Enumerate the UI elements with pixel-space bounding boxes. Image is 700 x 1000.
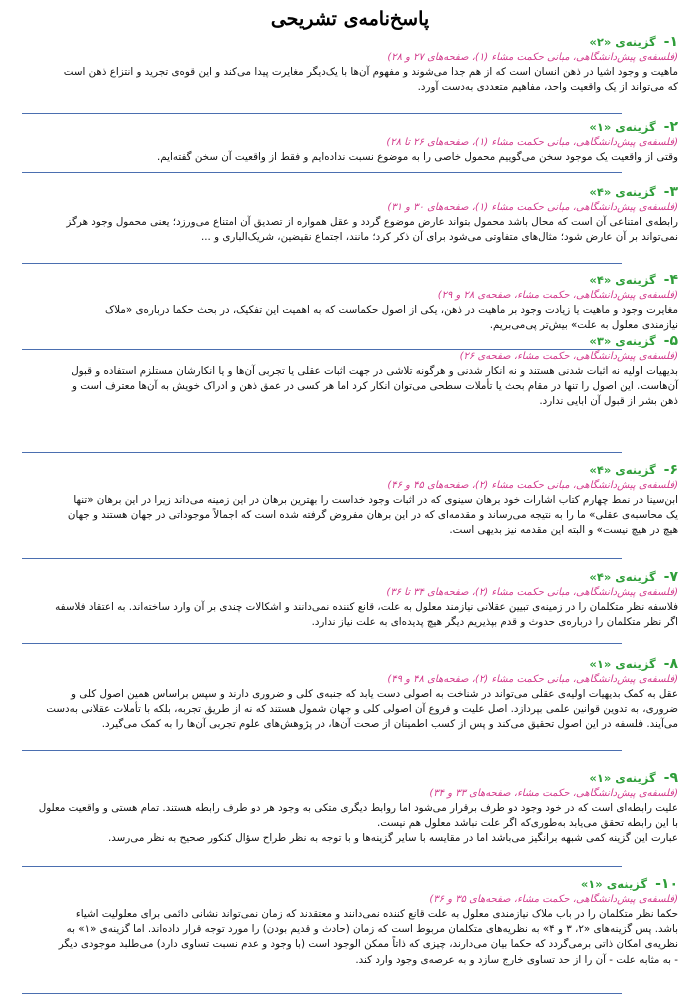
explanation: [22, 65, 678, 95]
correct-option: گزینه‌ی «۲»: [589, 35, 656, 49]
answer-header: [22, 33, 678, 51]
source-reference: (فلسفه‌ی پیش‌دانشگاهی، مبانی حکمت مشاء (۱)، صفحه‌های ۳۰ و ۳۱): [387, 202, 678, 213]
question-number: ۶-: [663, 462, 678, 478]
separator-line: [22, 866, 622, 867]
explanation-line: نمی‌تواند بر آن عارض شود؛ مثال‌های متفاوتی می‌شود برای آن ذکر کرد؛ مانند، اجتماع نقیضین، شریک‌الباری و ...: [201, 231, 678, 244]
answer-item: [22, 183, 678, 245]
answer-item: [22, 461, 678, 539]
source-reference: (فلسفه‌ی پیش‌دانشگاهی، مبانی حکمت مشاء (۲)، صفحه‌های ۴۵ و ۴۶): [387, 480, 678, 491]
explanation-line: ضروری، به تدوین قوانین علمی بپردازد. اصل علیت و فروع آن اصولی کلی و جهان شمول هستند که نه از طریق تجربه، بلکه با تأملات عقلانی به‌دست: [46, 703, 678, 716]
separator-line: [22, 993, 622, 994]
explanation-line: رابطه‌ی امتناعی آن است که محال باشد محمول بتواند عارض موضوع گردد و عقل همواره از تصدیق آن امتناع می‌ورزد؛ یعنی محمول وجود هرگز: [66, 216, 678, 228]
explanation: [22, 364, 678, 410]
explanation-line: وقتی از واقعیت یک موجود سخن می‌گوییم محمول خاصی را به موضوع نسبت نداده‌ایم و فقط از واقعیت آن سخن گفته‌ایم.: [156, 151, 678, 163]
answer-header: [22, 461, 678, 479]
answer-header: [22, 769, 678, 787]
source-reference: (فلسفه‌ی پیش‌دانشگاهی، مبانی حکمت مشاء (۲)، صفحه‌های ۳۴ تا ۳۶): [386, 587, 678, 598]
question-number: ۵-: [663, 333, 678, 349]
explanation-line: آن‌هاست. این اصول را تنها در مقام بحث یا تأملات سطحی می‌توان انکار کرد اما هر کسی در عمق ذهن و ادراک خویش به آن‌ها معترف است و: [72, 380, 678, 393]
correct-option: گزینه‌ی «۱»: [589, 771, 656, 785]
explanation: [22, 493, 678, 539]
correct-option: گزینه‌ی «۱»: [589, 657, 656, 671]
separator-line: [22, 172, 622, 173]
correct-option: گزینه‌ی «۴»: [589, 273, 656, 287]
explanation: [22, 687, 678, 733]
separator-line: [22, 452, 622, 453]
explanation-line: عقل به کمک بدیهیات اولیه‌ی عقلی می‌تواند در شناخت به اصولی دست یابد که جنبه‌ی کلی و ضروری دارند و سپس براساس همین اصول کلی و: [71, 688, 678, 700]
source-reference: (فلسفه‌ی پیش‌دانشگاهی، مبانی حکمت مشاء (۱)، صفحه‌های ۲۷ و ۲۸): [387, 52, 678, 63]
answer-header: [22, 332, 678, 350]
explanation: [22, 801, 678, 847]
explanation-line: فلاسفه نظر متکلمان را در زمینه‌ی تبیین عقلانی نیازمند معلول به علت، قانع کننده نمی‌دانند و اشکالات چندی بر آن وارد ساخته‌اند. به اعتقاد فلاسفه: [55, 601, 678, 613]
explanation-line: هیچ در هیچ نیست» و البته این مقدمه نیز بدیهی است.: [449, 524, 678, 537]
explanation-line: اگر نظر متکلمان را درباره‌ی حدوث و قدم بپذیریم دیگر هیچ پدیده‌ای به علت نیاز ندارد.: [311, 616, 678, 629]
explanation-line: ابن‌سینا در نمط چهارم کتاب اشارات خود برهان سینوی که در اثبات وجود خداست را بهترین برهان در این زمینه می‌داند زیرا در این برهان «تنها: [73, 494, 678, 506]
answer-item: [22, 271, 678, 333]
explanation: [22, 150, 678, 165]
question-number: ۷-: [663, 569, 678, 585]
explanation-line: می‌آیند. فلسفه در این اصول تحقیق می‌کند و پس از کسب اطمینان از صحت آن‌ها، در پژوهش‌های علوم تجربی آن‌ها را به کمک می‌گیرد.: [101, 718, 678, 731]
separator-line: [22, 263, 622, 264]
answer-header: [22, 655, 678, 673]
answer-item: [22, 655, 678, 733]
correct-option: گزینه‌ی «۳»: [589, 334, 656, 348]
source-reference: (فلسفه‌ی پیش‌دانشگاهی، مبانی حکمت مشاء (۲)، صفحه‌های ۴۸ و ۴۹): [387, 674, 678, 685]
source-reference: (فلسفه‌ی پیش‌دانشگاهی، مبانی حکمت مشاء (۱)، صفحه‌های ۲۶ تا ۲۸): [386, 137, 678, 148]
question-number: ۳-: [663, 184, 678, 200]
correct-option: گزینه‌ی «۴»: [589, 570, 656, 584]
answer-item: [22, 118, 678, 165]
answer-item: [22, 568, 678, 630]
question-number: ۸-: [663, 656, 678, 672]
source-reference: (فلسفه‌ی پیش‌دانشگاهی، حکمت مشاء، صفحه‌ی ۲۶): [459, 351, 678, 362]
answer-header: [22, 875, 678, 893]
answer-item: [22, 875, 678, 968]
question-number: ۲-: [663, 119, 678, 135]
explanation-line: نیازمندی معلول به علت» بیش‌تر پی‌می‌بریم.: [489, 319, 678, 332]
explanation-line: ذهن بشر از قبول آن ابایی ندارد.: [539, 395, 678, 408]
explanation-line: بدیهیات اولیه نه اثبات شدنی هستند و نه انکار شدنی و هرگونه تلاشی در جهت اثبات عقلی یا تجربی آن‌ها و یا انکارشان مستلزم استفاده و قبول: [71, 365, 678, 377]
answer-item: [22, 33, 678, 95]
explanation-line: باشد. پس گزینه‌های «۲، ۳ و ۴» به نظریه‌های متکلمان مربوط است که زمان (حادث و قدیم بودن) را مورد توجه قرار داده‌اند. اما گزینه‌ی «۱» به: [66, 923, 678, 936]
answer-item: [22, 769, 678, 847]
separator-line: [22, 558, 622, 559]
explanation-line: یک محاسبه‌ی عقلی» ما را به نتیجه می‌رساند و مقدمه‌ای که در این برهان مفروض گرفته شده است که اجمالاً موجوداتی در جهان هستند و جهان: [67, 509, 678, 522]
explanation-line: علیت رابطه‌ای است که در خود وجود دو طرف برقرار می‌شود اما روابط دیگری متکی به وجود هر دو طرف رابطه هستند. تمام هستی و واقعیت معلول: [38, 802, 678, 814]
source-reference: (فلسفه‌ی پیش‌دانشگاهی، حکمت مشاء، صفحه‌های ۳۵ و ۳۶): [429, 894, 678, 905]
separator-line: [22, 113, 622, 114]
answer-header: [22, 271, 678, 289]
page-title: پاسخ‌نامه‌ی تشریحی: [270, 8, 430, 30]
explanation-line: ماهیت و وجود اشیا در ذهن انسان است که از هم جدا می‌شوند و مفهوم آن‌ها با یک‌دیگر مغایرت پیدا می‌کند و این قوه‌ی تجرید و انتزاع ذهن است: [63, 66, 678, 78]
explanation-line: با این رابطه تحقق می‌یابد به‌طوری‌که اگر علت نباشد معلول هم نیست.: [376, 817, 678, 830]
explanation: [22, 907, 678, 968]
source-reference: (فلسفه‌ی پیش‌دانشگاهی، حکمت مشاء، صفحه‌ی ۲۸ و ۲۹): [437, 290, 678, 301]
explanation-line: نظریه‌ی امکان ذاتی برمی‌گردد که حکما بیان می‌دارند، چیزی که ذاتاً ممکن الوجود است (با وجود و عدم نسبت تساوی دارد) می‌طلبد موجودی دیگر: [58, 938, 678, 951]
correct-option: گزینه‌ی «۴»: [589, 463, 656, 477]
answer-header: [22, 568, 678, 586]
explanation-line: - به مثابه علت - آن را از حد تساوی خارج سازد و به عرصه‌ی وجود وارد کند.: [355, 953, 678, 966]
source-reference: (فلسفه‌ی پیش‌دانشگاهی، حکمت مشاء، صفحه‌های ۳۳ و ۳۴): [429, 788, 678, 799]
correct-option: گزینه‌ی «۱»: [589, 120, 656, 134]
explanation: [22, 600, 678, 630]
separator-line: [22, 750, 622, 751]
correct-option: گزینه‌ی «۱»: [580, 877, 648, 891]
explanation-line: مغایرت وجود و ماهیت یا زیادت وجود بر ماهیت در ذهن، یکی از اصول حکماست که به اهمیت این تفکیک، در بحث حکما درباره‌ی «ملاک: [105, 304, 678, 316]
explanation-line: عبارت این گزینه کمی شبهه برانگیز می‌باشد اما در مقایسه با سایر گزینه‌ها و با توجه به نظر طراح سؤال کنکور صحیح به نظر می‌رسد.: [107, 832, 678, 845]
explanation: [22, 303, 678, 333]
answer-header: [22, 118, 678, 136]
correct-option: گزینه‌ی «۴»: [589, 185, 656, 199]
question-number: ۴-: [663, 272, 678, 288]
explanation: [22, 215, 678, 245]
answer-item: [22, 332, 678, 410]
question-number: ۱۰-: [655, 876, 678, 892]
separator-line: [22, 643, 622, 644]
question-number: ۹-: [663, 770, 678, 786]
explanation-line: که می‌تواند از یک واقعیت واحد، مفاهیم متعددی به‌دست آورد.: [417, 81, 678, 94]
question-number: ۱-: [663, 34, 678, 50]
explanation-line: حکما نظر متکلمان را در باب ملاک نیازمندی معلول به علت قانع کننده نمی‌دانند و معتقدند که زمان نمی‌تواند نشانی دائمی برای معلولیت اشیاء: [75, 908, 678, 920]
answer-header: [22, 183, 678, 201]
